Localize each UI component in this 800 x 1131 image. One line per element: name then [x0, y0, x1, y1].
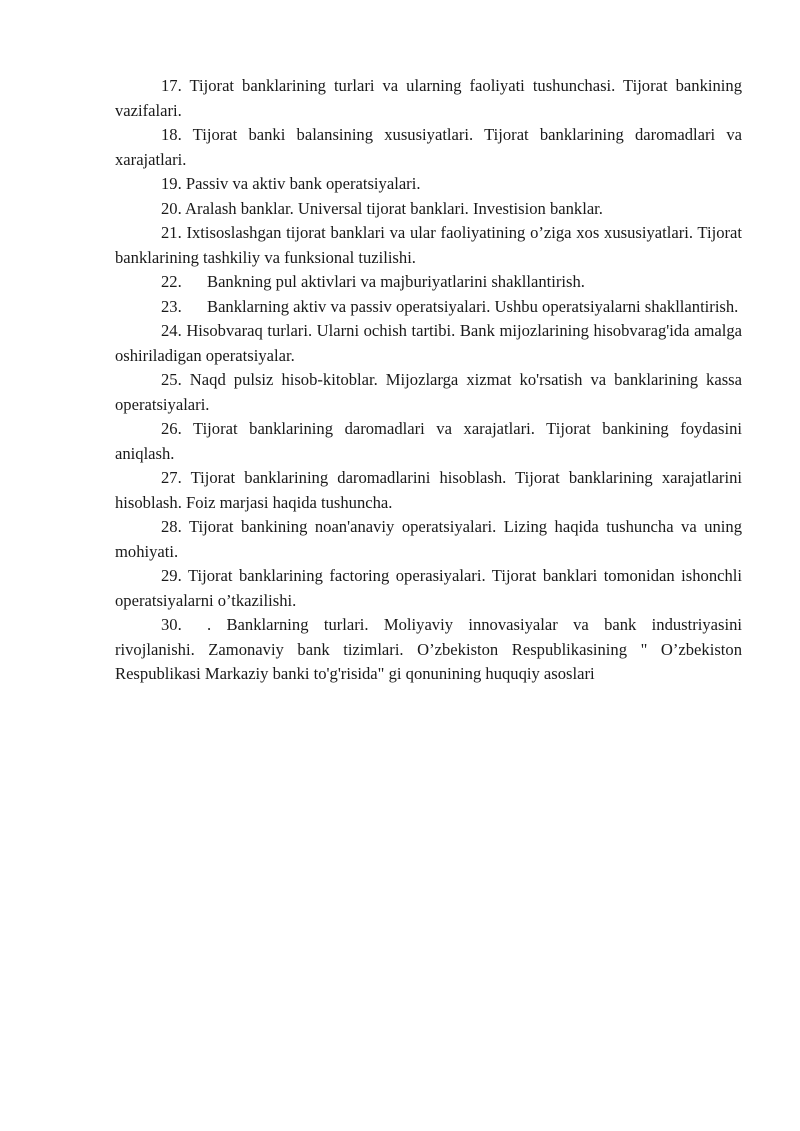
- list-item: [115, 613, 742, 687]
- item-number: 18.: [161, 125, 182, 144]
- item-number: 30.: [161, 615, 182, 634]
- list-item: [115, 197, 742, 222]
- item-number: 25.: [161, 370, 182, 389]
- list-item: [115, 221, 742, 270]
- item-number: 22.: [161, 272, 182, 291]
- list-item: [115, 466, 742, 515]
- list-item: [115, 564, 742, 613]
- item-number: 26.: [161, 419, 182, 438]
- question-list: [115, 74, 742, 687]
- item-text: Bankning pul aktivlari va majburiyatlarini shakllantirish.: [207, 272, 585, 291]
- item-text: . Banklarning turlari. Moliyaviy innovasiyalar va bank industriyasini rivojlanishi. Zamonaviy bank tizimlari. O’zbekiston Respublikasining " O’zbekiston Respublikasi Markaziy banki to'g'risida" gi qonunining huquqiy asoslari: [115, 615, 742, 683]
- list-item: [115, 515, 742, 564]
- item-text: Tijorat banklarining daromadlari va xarajatlari. Tijorat bankining foydasini aniqlash.: [115, 419, 742, 463]
- item-text: Tijorat banklarining daromadlarini hisoblash. Tijorat banklarining xarajatlarini hisoblash. Foiz marjasi haqida tushuncha.: [115, 468, 742, 512]
- item-number: 28.: [161, 517, 182, 536]
- list-item: [115, 74, 742, 123]
- item-text: Tijorat bankining noan'anaviy operatsiyalari. Lizing haqida tushuncha va uning mohiyati.: [115, 517, 742, 561]
- item-text: Passiv va aktiv bank operatsiyalari.: [185, 174, 421, 193]
- list-item: [115, 123, 742, 172]
- item-text: Ixtisoslashgan tijorat banklari va ular faoliyatining o’ziga xos xususiyatlari. Tijorat banklarining tashkiliy va funksional tuzilishi.: [115, 223, 742, 267]
- item-number: 19.: [161, 174, 182, 193]
- list-item: [115, 368, 742, 417]
- item-text: Banklarning aktiv va passiv operatsiyalari. Ushbu operatsiyalarni shakllantirish.: [207, 296, 739, 316]
- item-number: 20.: [161, 198, 182, 218]
- list-item: [115, 270, 742, 295]
- item-text: Aralash banklar. Universal tijorat banklari. Investision banklar.: [184, 198, 603, 218]
- item-text: Tijorat banklarining turlari va ularning faoliyati tushunchasi. Tijorat bankining vazifalari.: [115, 76, 742, 120]
- item-text: Tijorat banklarining factoring operasiyalari. Tijorat banklari tomonidan ishonchli operatsiyalarni o’tkazilishi.: [115, 566, 742, 610]
- item-number: 27.: [161, 468, 182, 487]
- item-text: Hisobvaraq turlari. Ularni ochish tartibi. Bank mijozlarining hisobvarag'ida amalga oshiriladigan operatsiyalar.: [115, 321, 742, 365]
- item-number: 29.: [161, 566, 182, 585]
- list-item: [115, 172, 742, 197]
- item-number: 17.: [161, 76, 182, 95]
- list-item: [115, 417, 742, 466]
- item-text: Tijorat banki balansining xususiyatlari. Tijorat banklarining daromadlari va xarajatlari.: [115, 125, 742, 169]
- item-number: 24.: [161, 321, 182, 340]
- list-item: [115, 319, 742, 368]
- list-item: [115, 295, 742, 320]
- item-number: 21.: [161, 223, 182, 242]
- item-text: Naqd pulsiz hisob-kitoblar. Mijozlarga xizmat ko'rsatish va banklarining kassa operatsiyalari.: [115, 370, 742, 414]
- item-number: 23.: [161, 296, 182, 316]
